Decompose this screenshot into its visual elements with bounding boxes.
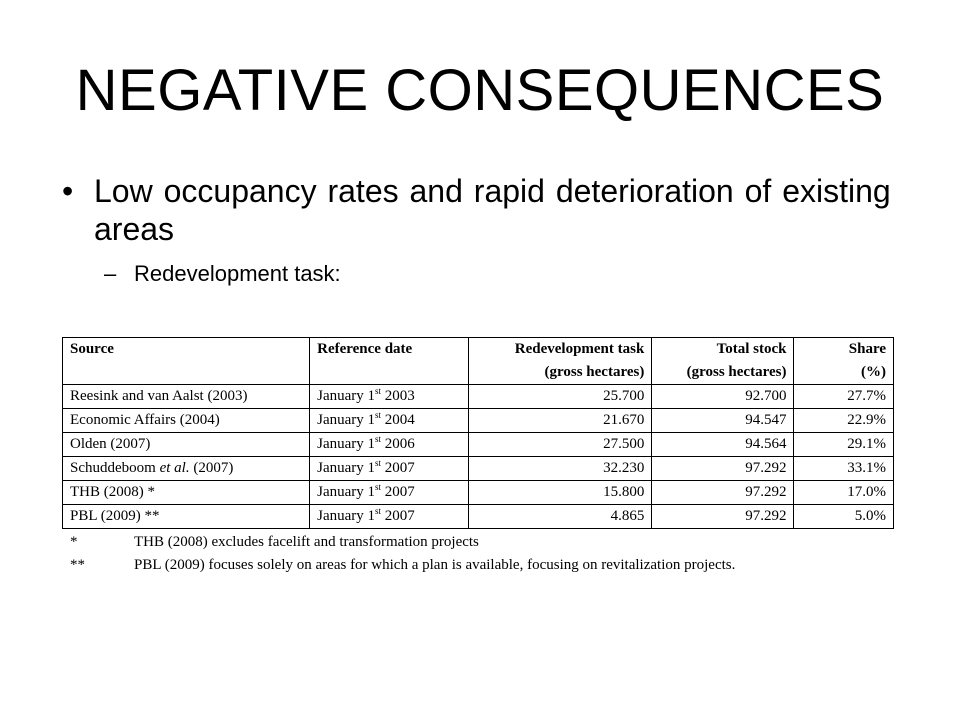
cell-reference-date — [310, 385, 469, 409]
date-year: 2007 — [381, 508, 415, 524]
bullet-item — [62, 172, 892, 248]
header-total-stock-unit: (gross hectares) — [652, 361, 794, 385]
sub-bullet-marker: – — [104, 261, 117, 286]
cell-reference-date — [310, 409, 469, 433]
cell-share: 5.0% — [794, 505, 894, 529]
date-ordinal: st — [375, 386, 382, 396]
header-total-stock: Total stock — [652, 338, 794, 362]
date-year: 2006 — [381, 436, 415, 452]
cell-total-stock: 97.292 — [652, 505, 794, 529]
table-row — [63, 457, 894, 481]
footnote-marker: ** — [70, 557, 85, 573]
cell-total-stock: 97.292 — [652, 457, 794, 481]
cell-reference-date — [310, 457, 469, 481]
table-row — [63, 433, 894, 457]
source-text: PBL (2009) ** — [70, 508, 160, 524]
source-tail: (2007) — [189, 460, 234, 476]
date-text: January 1 — [317, 388, 376, 404]
source-text: THB (2008) * — [70, 484, 155, 500]
header-source-blank — [63, 361, 310, 385]
source-text: Economic Affairs (2004) — [70, 412, 220, 428]
footnote-text: PBL (2009) focuses solely on areas for which a plan is available, focusing on revitalization projects. — [134, 557, 736, 573]
cell-reference-date — [310, 481, 469, 505]
sub-bullet-item — [104, 260, 341, 288]
cell-source — [63, 505, 310, 529]
source-text: Reesink and van Aalst (2003) — [70, 388, 248, 404]
table-row — [63, 409, 894, 433]
date-text: January 1 — [317, 436, 376, 452]
cell-share: 29.1% — [794, 433, 894, 457]
date-text: January 1 — [317, 508, 376, 524]
header-reference-date-blank — [310, 361, 469, 385]
date-year: 2007 — [381, 460, 415, 476]
cell-redevelopment-task: 15.800 — [468, 481, 652, 505]
date-text: January 1 — [317, 412, 376, 428]
cell-share: 33.1% — [794, 457, 894, 481]
cell-total-stock: 97.292 — [652, 481, 794, 505]
table-row — [63, 505, 894, 529]
source-italic: et al. — [159, 460, 190, 476]
footnote — [62, 531, 894, 554]
cell-source — [63, 409, 310, 433]
cell-share: 22.9% — [794, 409, 894, 433]
header-source: Source — [63, 338, 310, 362]
header-redevelopment-task: Redevelopment task — [468, 338, 652, 362]
date-year: 2003 — [381, 388, 415, 404]
cell-redevelopment-task: 32.230 — [468, 457, 652, 481]
bullet-marker: • — [62, 173, 74, 209]
cell-redevelopment-task: 27.500 — [468, 433, 652, 457]
footnote-marker: * — [70, 534, 78, 550]
source-text: Olden (2007) — [70, 436, 151, 452]
table-body — [63, 385, 894, 529]
date-ordinal: st — [375, 482, 382, 492]
date-year: 2004 — [381, 412, 415, 428]
date-text: January 1 — [317, 484, 376, 500]
cell-redevelopment-task: 4.865 — [468, 505, 652, 529]
cell-redevelopment-task: 25.700 — [468, 385, 652, 409]
cell-total-stock: 92.700 — [652, 385, 794, 409]
footnote-text: THB (2008) excludes facelift and transformation projects — [134, 534, 479, 550]
cell-source — [63, 385, 310, 409]
cell-total-stock: 94.564 — [652, 433, 794, 457]
header-redevelopment-task-unit: (gross hectares) — [468, 361, 652, 385]
cell-reference-date — [310, 505, 469, 529]
cell-source — [63, 481, 310, 505]
source-text: Schuddeboom — [70, 460, 160, 476]
table-row — [63, 385, 894, 409]
date-ordinal: st — [375, 410, 382, 420]
cell-redevelopment-task: 21.670 — [468, 409, 652, 433]
header-reference-date: Reference date — [310, 338, 469, 362]
slide-title: NEGATIVE CONSEQUENCES — [75, 58, 885, 123]
date-text: January 1 — [317, 460, 376, 476]
cell-share: 17.0% — [794, 481, 894, 505]
redevelopment-table-figure — [62, 337, 894, 577]
cell-reference-date — [310, 433, 469, 457]
footnote — [62, 554, 894, 577]
date-ordinal: st — [375, 506, 382, 516]
header-share-unit: (%) — [794, 361, 894, 385]
date-ordinal: st — [375, 434, 382, 444]
header-share: Share — [794, 338, 894, 362]
table-row — [63, 481, 894, 505]
date-ordinal: st — [375, 458, 382, 468]
sub-bullet-text: Redevelopment task: — [134, 261, 341, 286]
cell-source — [63, 433, 310, 457]
table-header — [63, 338, 894, 385]
table-footnotes — [62, 531, 894, 577]
cell-source — [63, 457, 310, 481]
redevelopment-table — [62, 337, 894, 529]
date-year: 2007 — [381, 484, 415, 500]
bullet-text: Low occupancy rates and rapid deterioration of existing areas — [94, 173, 891, 247]
cell-total-stock: 94.547 — [652, 409, 794, 433]
cell-share: 27.7% — [794, 385, 894, 409]
